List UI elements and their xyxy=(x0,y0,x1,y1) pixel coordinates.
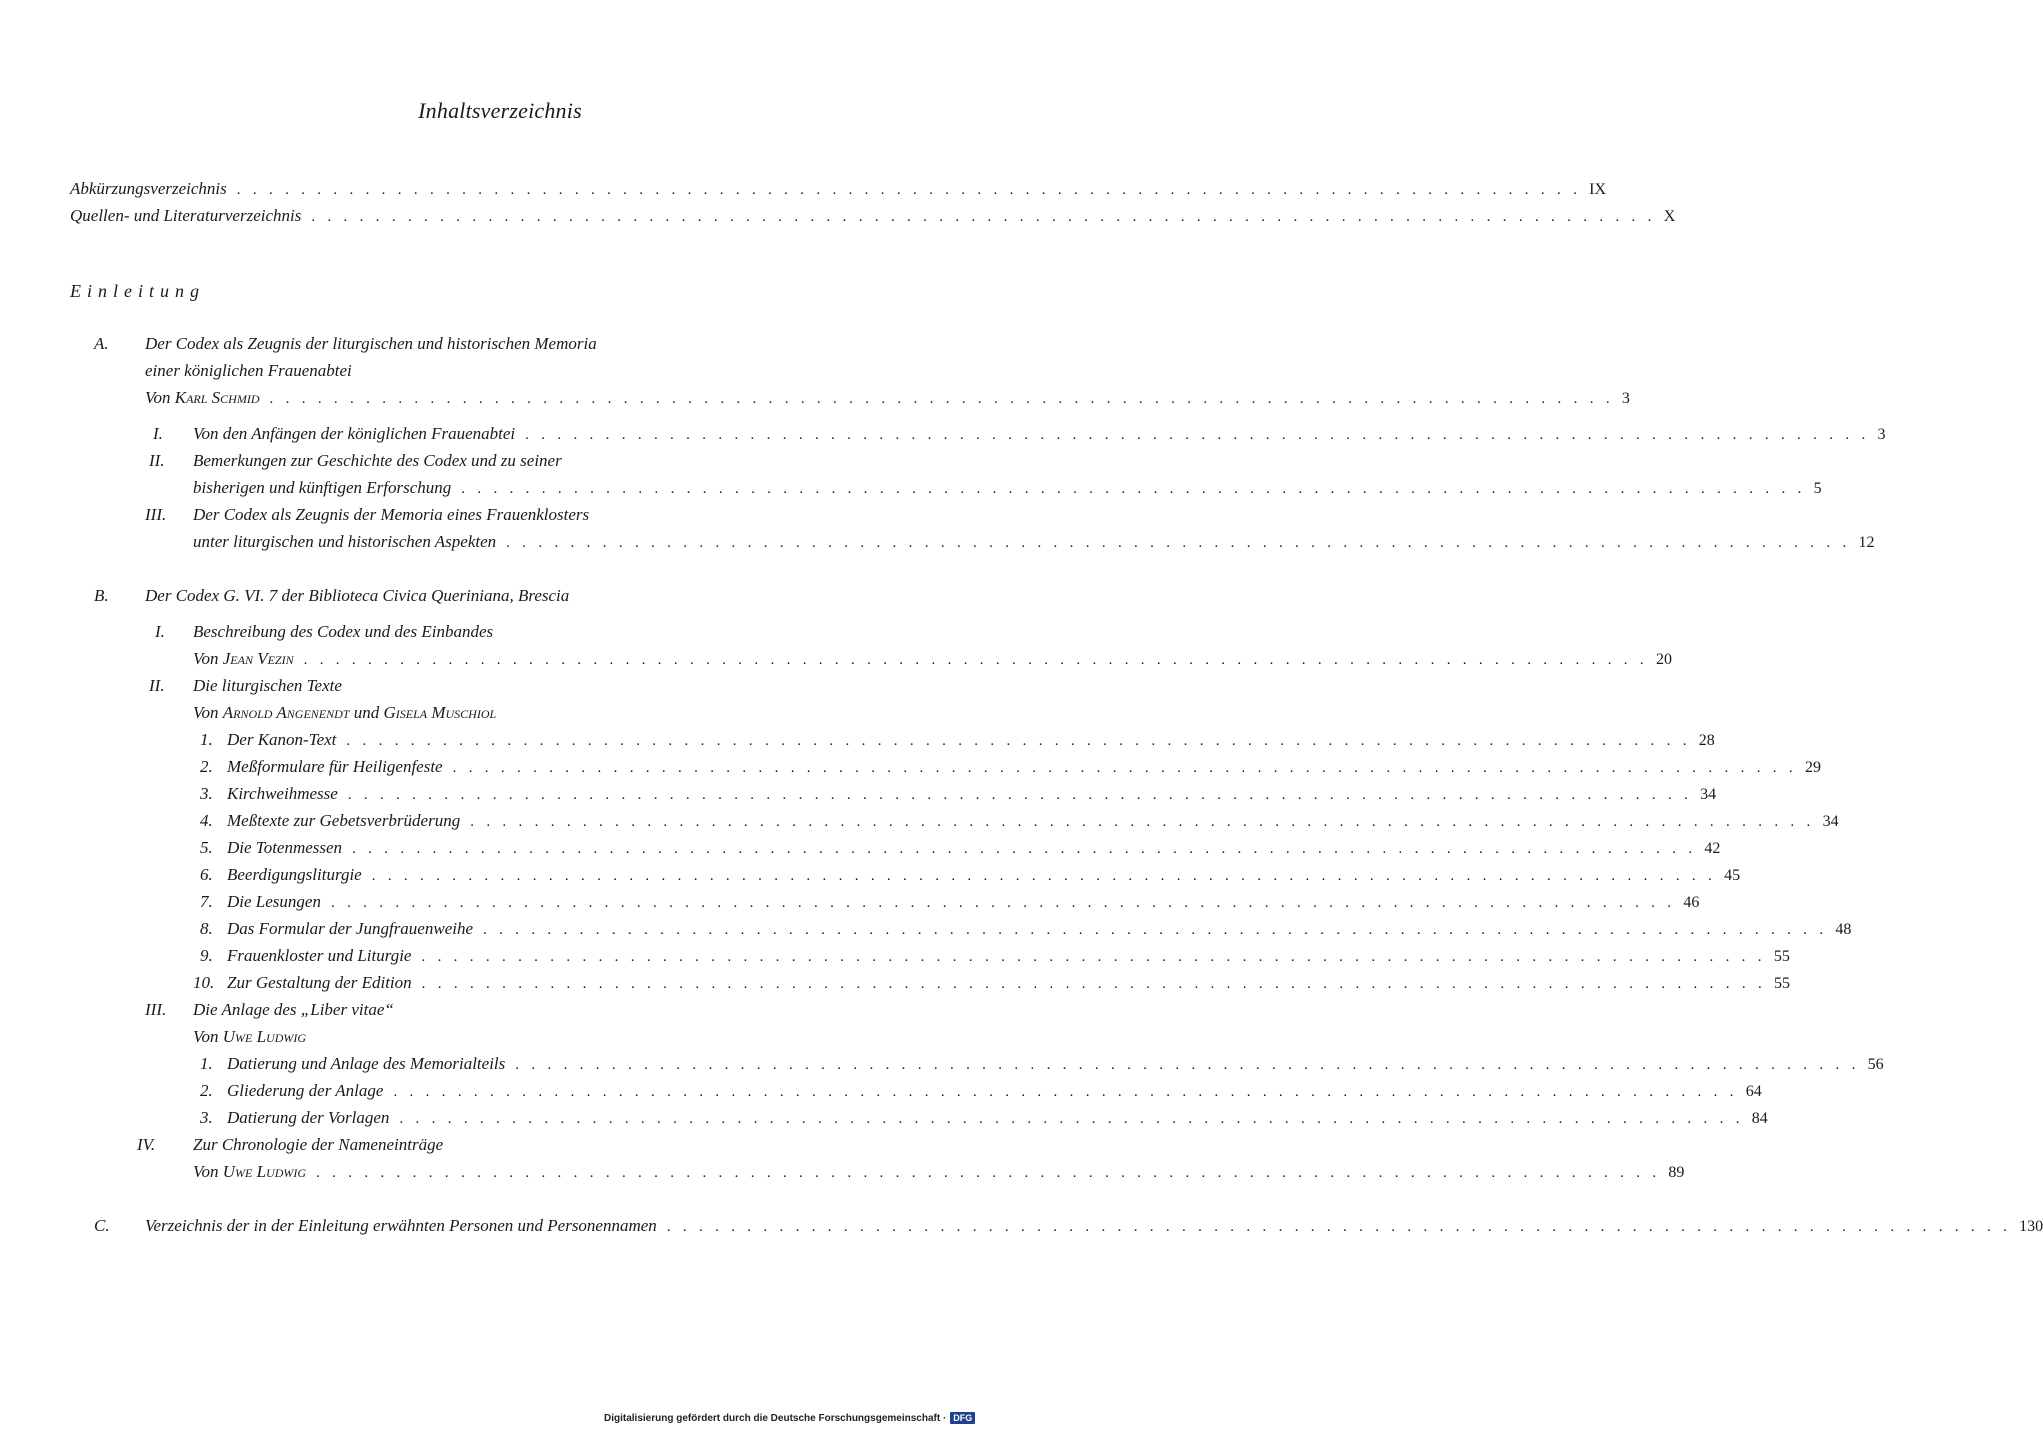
leader-dots: . . . . . . . . . . . . . . . . . . . . . . . . . . . . . . . . . . . . . . . . . . . . . . . . . . . . . . . . . . . . . . . . . . . . . . . . . . . . . . . . . . . . xyxy=(347,787,1693,803)
leader-dots: . . . . . . . . . . . . . . . . . . . . . . . . . . . . . . . . . . . . . . . . . . . . . . . . . . . . . . . . . . . . . . . . . . . . . . . . . . . . . . . . . . . . xyxy=(421,976,1767,992)
page-number: 84 xyxy=(1751,1110,1768,1127)
item-number: 5. xyxy=(200,838,213,857)
section-a-title-line2: einer königlichen Frauenabtei xyxy=(145,361,352,380)
leader-dots: . . . . . . . . . . . . . . . . . . . . . . . . . . . . . . . . . . . . . . . . . . . . . . . . . . . . . . . . . . . . . . . . . . . . . . . . . . . . . . . . . . . . xyxy=(666,1219,2012,1235)
leader-dots: . . . . . . . . . . . . . . . . . . . . . . . . . . . . . . . . . . . . . . . . . . . . . . . . . . . . . . . . . . . . . . . . . . . . . . . . . . . . . . . . . . . . xyxy=(330,895,1676,911)
entry-title: Datierung der Vorlagen xyxy=(227,1108,390,1127)
toc-subentry[interactable] xyxy=(227,891,1700,913)
funding-footer xyxy=(604,1412,975,1424)
section-a-label: A. xyxy=(94,334,109,353)
page-number: 89 xyxy=(1668,1164,1685,1181)
page-number: 28 xyxy=(1698,732,1715,749)
leader-dots: . . . . . . . . . . . . . . . . . . . . . . . . . . . . . . . . . . . . . . . . . . . . . . . . . . . . . . . . . . . . . . . . . . . . . . . . . . . . . . . . . . . . xyxy=(525,427,1870,443)
author-name: Arnold Angenendt xyxy=(222,703,350,722)
leader-dots: . . . . . . . . . . . . . . . . . . . . . . . . . . . . . . . . . . . . . . . . . . . . . . . . . . . . . . . . . . . . . . . . . . . . . . . . . . . . . . . . . . . . xyxy=(483,922,1828,938)
item-number: 4. xyxy=(200,811,213,830)
section-b-title[interactable]: Der Codex G. VI. 7 der Biblioteca Civica Queriniana, Brescia xyxy=(145,586,570,605)
toc-entry-a-ii-line1: Bemerkungen zur Geschichte des Codex und zu seiner xyxy=(193,451,562,470)
b-ii-title: Die liturgischen Texte xyxy=(193,676,342,695)
entry-title: Zur Gestaltung der Edition xyxy=(227,973,412,992)
item-number: 6. xyxy=(200,865,213,884)
item-number: II. xyxy=(149,676,165,695)
page-number: 5 xyxy=(1813,480,1822,497)
page-number: 3 xyxy=(1877,426,1886,443)
einleitung-heading: Einleitung xyxy=(70,281,205,301)
item-number: 9. xyxy=(200,946,213,965)
entry-title: Gliederung der Anlage xyxy=(227,1081,384,1100)
toc-subentry[interactable] xyxy=(227,864,1741,886)
entry-title: Die Lesungen xyxy=(227,892,321,911)
leader-dots: . . . . . . . . . . . . . . . . . . . . . . . . . . . . . . . . . . . . . . . . . . . . . . . . . . . . . . . . . . . . . . . . . . . . . . . . . . . . . . . . . . . . xyxy=(311,209,1656,225)
toc-subentry[interactable] xyxy=(227,837,1721,859)
leader-dots: . . . . . . . . . . . . . . . . . . . . . . . . . . . . . . . . . . . . . . . . . . . . . . . . . . . . . . . . . . . . . . . . . . . . . . . . . . . . . . . . . . . . xyxy=(399,1111,1744,1127)
b-iii-author: Von Uwe Ludwig xyxy=(193,1027,307,1046)
item-number: 1. xyxy=(200,1054,213,1073)
leader-dots: . . . . . . . . . . . . . . . . . . . . . . . . . . . . . . . . . . . . . . . . . . . . . . . . . . . . . . . . . . . . . . . . . . . . . . . . . . . . . . . . . . . . xyxy=(506,535,1851,551)
leader-dots: . . . . . . . . . . . . . . . . . . . . . . . . . . . . . . . . . . . . . . . . . . . . . . . . . . . . . . . . . . . . . . . . . . . . . . . . . . . . . . . . . . . . xyxy=(303,652,1648,668)
b-ii-authors: Von Arnold Angenendt und Gisela Muschiol xyxy=(193,703,497,722)
toc-entry-a-ii[interactable] xyxy=(193,477,1822,499)
leader-dots: . . . . . . . . . . . . . . . . . . . . . . . . . . . . . . . . . . . . . . . . . . . . . . . . . . . . . . . . . . . . . . . . . . . . . . . . . . . . . . . . . . . . xyxy=(346,733,1691,749)
item-number: 1. xyxy=(200,730,213,749)
leader-dots: . . . . . . . . . . . . . . . . . . . . . . . . . . . . . . . . . . . . . . . . . . . . . . . . . . . . . . . . . . . . . . . . . . . . . . . . . . . . . . . . . . . . xyxy=(461,481,1806,497)
entry-title: Datierung und Anlage des Memorialteils xyxy=(227,1054,506,1073)
item-number: 8. xyxy=(200,919,213,938)
item-number: 10. xyxy=(193,973,215,992)
entry-author-line: Von Karl Schmid xyxy=(145,388,260,407)
toc-subentry[interactable] xyxy=(227,1053,1884,1075)
page-number: 64 xyxy=(1745,1083,1762,1100)
entry-title: Die Totenmessen xyxy=(227,838,343,857)
toc-subentry[interactable] xyxy=(227,945,1790,967)
page-title: Inhaltsverzeichnis xyxy=(418,98,582,123)
author-name: Gisela Muschiol xyxy=(383,703,497,722)
item-number: 2. xyxy=(200,757,213,776)
b-iv-title: Zur Chronologie der Nameneinträge xyxy=(193,1135,444,1154)
toc-subentry[interactable] xyxy=(227,918,1852,940)
entry-title: Der Kanon-Text xyxy=(227,730,337,749)
toc-entry-quellen[interactable] xyxy=(70,205,1676,227)
item-number: III. xyxy=(145,1000,167,1019)
leader-dots: . . . . . . . . . . . . . . . . . . . . . . . . . . . . . . . . . . . . . . . . . . . . . . . . . . . . . . . . . . . . . . . . . . . . . . . . . . . . . . . . . . . . xyxy=(470,814,1815,830)
toc-subentry[interactable] xyxy=(227,1107,1768,1129)
item-number: II. xyxy=(149,451,165,470)
toc-entry-abkuerzungen[interactable] xyxy=(70,178,1607,200)
author-name: Karl Schmid xyxy=(174,388,260,407)
item-number: 2. xyxy=(200,1081,213,1100)
page-number: 55 xyxy=(1774,975,1791,992)
item-number: 7. xyxy=(200,892,213,911)
page-number: 29 xyxy=(1804,759,1821,776)
toc-entry-a-iii-line1: Der Codex als Zeugnis der Memoria eines Frauenklosters xyxy=(193,505,590,524)
item-number: IV. xyxy=(137,1135,156,1154)
page-number: 20 xyxy=(1655,651,1672,668)
author-name: Uwe Ludwig xyxy=(222,1162,307,1181)
item-number: 3. xyxy=(200,1108,213,1127)
page-number: 12 xyxy=(1858,534,1875,551)
entry-author-line: Von Uwe Ludwig xyxy=(193,1162,307,1181)
leader-dots: . . . . . . . . . . . . . . . . . . . . . . . . . . . . . . . . . . . . . . . . . . . . . . . . . . . . . . . . . . . . . . . . . . . . . . . . . . . . . . . . . . . . xyxy=(352,841,1697,857)
section-c-label: C. xyxy=(94,1216,110,1235)
leader-dots: . . . . . . . . . . . . . . . . . . . . . . . . . . . . . . . . . . . . . . . . . . . . . . . . . . . . . . . . . . . . . . . . . . . . . . . . . . . . . . . . . . . . xyxy=(316,1165,1661,1181)
entry-title: Kirchweihmesse xyxy=(227,784,338,803)
toc-subentry[interactable] xyxy=(227,810,1839,832)
entry-title: unter liturgischen und historischen Aspekten xyxy=(193,532,497,551)
toc-entry-section-c[interactable] xyxy=(145,1215,2043,1237)
page-number: 55 xyxy=(1773,948,1790,965)
page-number: 130 xyxy=(2019,1218,2043,1235)
entry-title: Meßtexte zur Gebetsverbrüderung xyxy=(227,811,461,830)
item-number: I. xyxy=(155,622,165,641)
toc-subentry[interactable] xyxy=(227,972,1791,994)
toc-entry-a-iii[interactable] xyxy=(193,531,1875,553)
footer-text: Digitalisierung gefördert durch die Deutsche Forschungsgemeinschaft · xyxy=(604,1412,947,1424)
toc-subentry[interactable] xyxy=(227,783,1717,805)
item-number: 3. xyxy=(200,784,213,803)
page-number: 45 xyxy=(1724,867,1741,884)
item-number: I. xyxy=(153,424,163,443)
item-number: III. xyxy=(145,505,167,524)
leader-dots: . . . . . . . . . . . . . . . . . . . . . . . . . . . . . . . . . . . . . . . . . . . . . . . . . . . . . . . . . . . . . . . . . . . . . . . . . . . . . . . . . . . . xyxy=(515,1057,1860,1073)
toc-entry-section-a[interactable] xyxy=(145,387,1630,409)
page-number: X xyxy=(1663,208,1676,225)
toc-subentry[interactable] xyxy=(227,1080,1762,1102)
entry-author-line: Von Jean Vezin xyxy=(193,649,294,668)
entry-title: Meßformulare für Heiligenfeste xyxy=(227,757,443,776)
page-number: 48 xyxy=(1835,921,1852,938)
leader-dots: . . . . . . . . . . . . . . . . . . . . . . . . . . . . . . . . . . . . . . . . . . . . . . . . . . . . . . . . . . . . . . . . . . . . . . . . . . . . . . . . . . . . xyxy=(393,1084,1738,1100)
leader-dots: . . . . . . . . . . . . . . . . . . . . . . . . . . . . . . . . . . . . . . . . . . . . . . . . . . . . . . . . . . . . . . . . . . . . . . . . . . . . . . . . . . . . xyxy=(269,391,1614,407)
toc-entry-b-i[interactable] xyxy=(193,648,1672,670)
author-name: Uwe Ludwig xyxy=(222,1027,307,1046)
page-number: 42 xyxy=(1704,840,1721,857)
b-i-title: Beschreibung des Codex und des Einbandes xyxy=(193,622,494,641)
entry-title: Das Formular der Jungfrauenweihe xyxy=(227,919,474,938)
page-number: IX xyxy=(1589,181,1607,198)
b-iii-title: Die Anlage des „Liber vitae“ xyxy=(193,1000,394,1019)
toc-entry-b-iv[interactable] xyxy=(193,1161,1685,1183)
leader-dots: . . . . . . . . . . . . . . . . . . . . . . . . . . . . . . . . . . . . . . . . . . . . . . . . . . . . . . . . . . . . . . . . . . . . . . . . . . . . . . . . . . . . xyxy=(452,760,1797,776)
section-b-label: B. xyxy=(94,586,109,605)
toc-subentry[interactable] xyxy=(227,729,1715,751)
toc-entry-a-i[interactable] xyxy=(193,423,1886,445)
entry-title: Frauenkloster und Liturgie xyxy=(227,946,412,965)
dfg-logo: DFG xyxy=(950,1412,975,1424)
page-number: 34 xyxy=(1822,813,1839,830)
entry-title: Abkürzungsverzeichnis xyxy=(70,179,227,198)
author-name: Jean Vezin xyxy=(222,649,294,668)
page-number: 34 xyxy=(1700,786,1717,803)
page-number: 46 xyxy=(1683,894,1700,911)
page-number: 3 xyxy=(1621,390,1630,407)
entry-title: Von den Anfängen der königlichen Frauenabtei xyxy=(193,424,516,443)
leader-dots: . . . . . . . . . . . . . . . . . . . . . . . . . . . . . . . . . . . . . . . . . . . . . . . . . . . . . . . . . . . . . . . . . . . . . . . . . . . . . . . . . . . . xyxy=(236,182,1582,198)
entry-title: Quellen- und Literaturverzeichnis xyxy=(70,206,302,225)
leader-dots: . . . . . . . . . . . . . . . . . . . . . . . . . . . . . . . . . . . . . . . . . . . . . . . . . . . . . . . . . . . . . . . . . . . . . . . . . . . . . . . . . . . . xyxy=(421,949,1766,965)
toc-subentry[interactable] xyxy=(227,756,1821,778)
entry-title: Verzeichnis der in der Einleitung erwähnten Personen und Personennamen xyxy=(145,1216,657,1235)
entry-title: Beerdigungsliturgie xyxy=(227,865,362,884)
section-a-title-line1: Der Codex als Zeugnis der liturgischen und historischen Memoria xyxy=(145,334,597,353)
page-number: 56 xyxy=(1867,1056,1884,1073)
entry-title: bisherigen und künftigen Erforschung xyxy=(193,478,452,497)
leader-dots: . . . . . . . . . . . . . . . . . . . . . . . . . . . . . . . . . . . . . . . . . . . . . . . . . . . . . . . . . . . . . . . . . . . . . . . . . . . . . . . . . . . . xyxy=(371,868,1717,884)
